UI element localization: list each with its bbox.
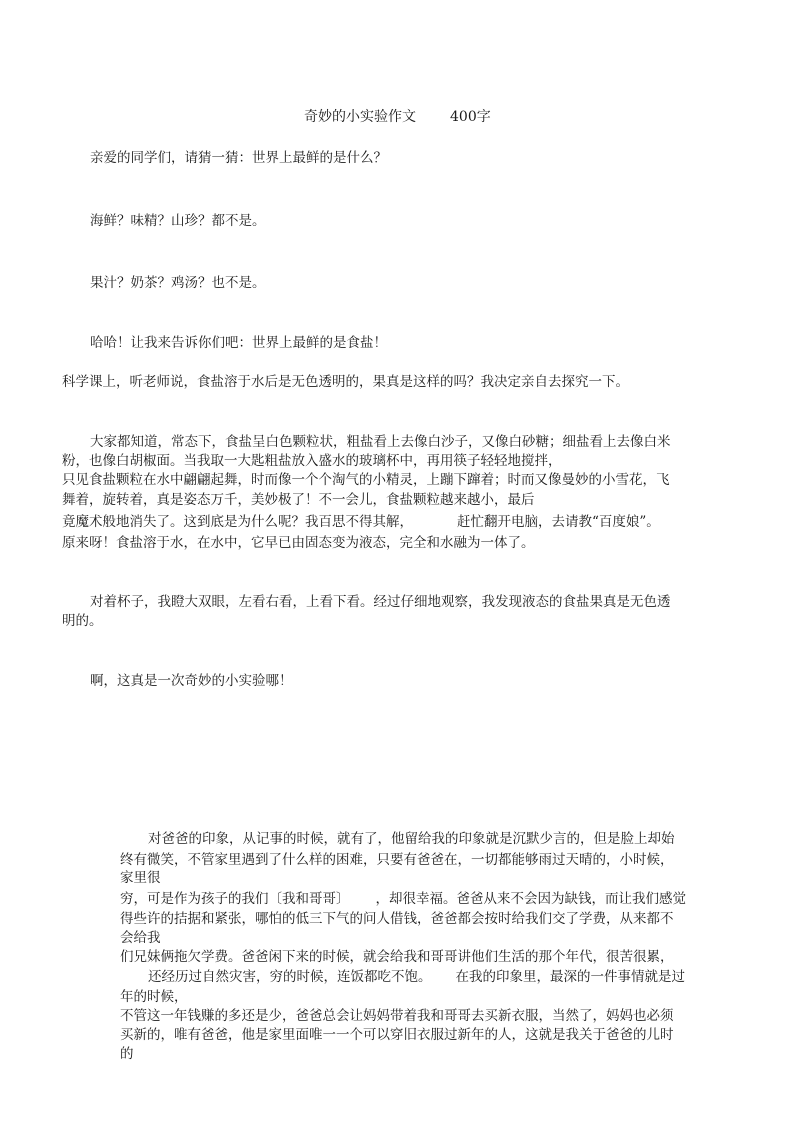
essay2-line-7: 们兄妹俩拖欠学费。爸爸闲下来的时候，就会给我和哥哥讲他们生活的那个年代，很苦很累， [120, 949, 674, 965]
essay2-line-12: 的 [120, 1046, 134, 1062]
essay2-line-1: 对爸爸的印象，从记事的时候，就有了，他留给我的印象就是沉默少言的，但是脸上却始 [148, 831, 675, 847]
title-word-count: 400字 [450, 109, 491, 125]
essay2-line-6: 会给我 [120, 930, 161, 946]
essay1-paragraph-4: 哈哈！让我来告诉你们吧：世界上最鲜的是食盐！ [90, 335, 387, 351]
essay2-line-5: 得些许的拮据和紧张，哪怕的低三下气的问人借钱，爸爸都会按时给我们交了学费，从来都不 [120, 911, 674, 927]
essay1-line-5-part-b: 赶忙翻开电脑，去请教“百度娘”。 [457, 514, 660, 530]
title-text: 奇妙的小实验作文 [304, 109, 416, 125]
essay2-line-8 [148, 968, 685, 986]
essay1-line-5-part-a: 竟魔术般地消失了。这到底是为什么呢？我百思不得其解， [62, 514, 413, 530]
essay2-line-3: 家里很 [120, 870, 161, 886]
essay1-paragraph-1: 亲爱的同学们，请猜一猜：世界上最鲜的是什么？ [90, 150, 387, 166]
essay2-line-4 [120, 890, 686, 908]
page-title [304, 108, 491, 126]
essay1-paragraph-8: 啊，这真是一次奇妙的小实验哪！ [90, 673, 293, 689]
essay2-line-11: 买新的，唯有爸爸，他是家里面唯一一个可以穿旧衣服过新年的人，这就是我关于爸爸的儿时 [120, 1027, 674, 1043]
essay1-paragraph-7-line-1: 对着杯子，我瞪大双眼，左看右看，上看下看。经过仔细地观察，我发现液态的食盐果真是无色透 [90, 594, 671, 610]
essay1-paragraph-3: 果汁？奶茶？鸡汤？也不是。 [90, 275, 266, 291]
essay1-paragraph-2: 海鲜？味精？山珍？都不是。 [90, 213, 266, 229]
essay2-line-4-part-b: ，却很幸福。爸爸从来不会因为缺钱，而让我们感觉 [375, 891, 686, 907]
essay1-paragraph-6-line-3: 只见食盐颗粒在水中翩翩起舞，时而像一个个淘气的小精灵，上蹦下蹿着；时而又像曼妙的小雪花，飞 [62, 472, 670, 488]
essay2-line-2: 终有微笑，不管家里遇到了什么样的困难，只要有爸爸在，一切都能够雨过天晴的，小时候， [120, 852, 674, 868]
essay1-paragraph-6-line-5 [62, 513, 660, 531]
essay2-line-10: 不管这一年钱赚的多还是少，爸爸总会让妈妈带着我和哥哥去买新衣服，当然了，妈妈也必须 [120, 1008, 674, 1024]
essay1-paragraph-5: 科学课上，听老师说，食盐溶于水后是无色透明的，果真是这样的吗？我决定亲自去探究一下。 [62, 374, 629, 390]
essay1-paragraph-6-line-1: 大家都知道，常态下，食盐呈白色颗粒状，粗盐看上去像白沙子，又像白砂糖；细盐看上去像白米 [90, 434, 671, 450]
essay2-line-9: 年的时候， [120, 989, 188, 1005]
essay1-paragraph-6-line-6: 原来呀！食盐溶于水，在水中，它早已由固态变为液态，完全和水融为一体了。 [62, 535, 535, 551]
essay1-paragraph-6-line-2: 粉，也像白胡椒面。当我取一大匙粗盐放入盛水的玻璃杯中，再用筷子轻轻地搅拌， [62, 453, 562, 469]
essay2-line-4-part-a: 穷，可是作为孩子的我们〔我和哥哥〕 [120, 891, 350, 907]
essay2-line-8-part-b: 在我的印象里，最深的一件事情就是过 [455, 969, 685, 985]
essay1-paragraph-7-line-2: 明的。 [62, 613, 103, 629]
essay2-line-8-part-a: 还经历过自然灾害，穷的时候，连饭都吃不饱。 [148, 969, 432, 985]
essay1-paragraph-6-line-4: 舞着，旋转着，真是姿态万千，美妙极了！不一会儿，食盐颗粒越来越小，最后 [62, 492, 535, 508]
